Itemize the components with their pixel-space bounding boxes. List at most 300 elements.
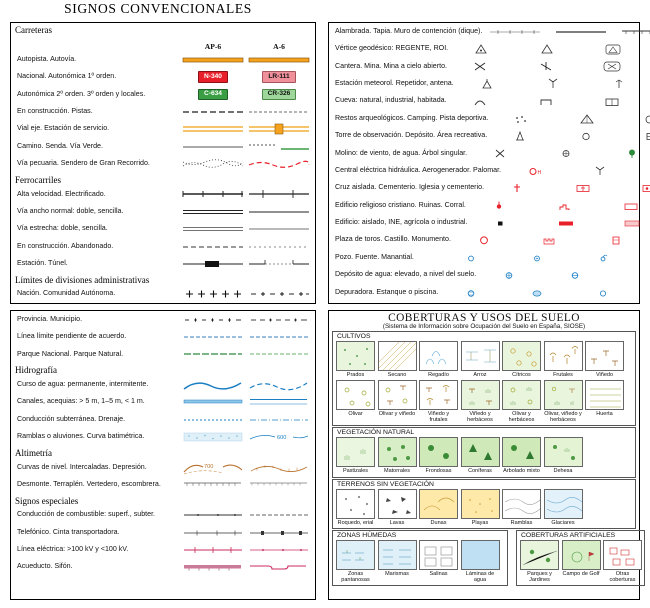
legend-label: En construcción. Pistas. [17, 106, 93, 115]
legend-label: Desmonte. Terraplén. Vertedero, escombrera. [17, 479, 161, 488]
legend-label: Estación meteorol. Repetidor, antena. [335, 78, 454, 87]
column-header-ap6: AP-6 [204, 42, 222, 51]
tile-zonas-pantanosas [336, 540, 375, 583]
tile-dehesa [544, 437, 583, 474]
tile-label: Ramblas [510, 519, 533, 526]
legend-label: Vial eje. Estación de servicio. [17, 124, 110, 133]
tile-swatch [461, 489, 500, 519]
symbol-fuel-surface [180, 510, 246, 520]
symbol-nation-boundary [180, 288, 246, 300]
legend-label: Depósito de agua: elevado, a nivel del suelo. [335, 270, 477, 279]
symbol-rail-abandoned [246, 242, 312, 252]
tile-label: Arbolado mixto [503, 468, 540, 475]
legend-row-cueva [329, 93, 639, 110]
legend-row-canales [11, 394, 315, 411]
tile-regadio [419, 341, 458, 378]
symbol-repeater [520, 78, 586, 90]
tile-lavas [378, 489, 417, 526]
tile-matorrales [378, 437, 417, 474]
legend-row-combustible [11, 507, 315, 524]
legend-label: Curvas de nivel. Intercaladas. Depresión. [17, 462, 147, 471]
legend-label: Línea eléctrica: >100 kV y <100 kV. [17, 545, 129, 554]
coverage-subtitle: (Sistema de Información sobre Ocupación del Suelo en España, SIOSE) [382, 323, 586, 330]
symbol-agricultural-building [599, 217, 650, 229]
legend-row-limite-pendiente [11, 328, 315, 345]
tile-swatch [336, 540, 375, 570]
tile-swatch [419, 341, 458, 371]
symbol-power-line-high [180, 545, 246, 555]
tile-label: Olivar y viñedo [378, 411, 416, 418]
tile-label: Salinas [429, 570, 448, 577]
legend-row-edificio-aislado [329, 214, 639, 231]
legend-row-via-ancha [11, 203, 315, 220]
tile-swatch [378, 540, 417, 570]
legend-row-deposito-agua [329, 266, 639, 283]
legend-row-curso-agua [11, 376, 315, 393]
tile-secano [378, 341, 417, 378]
symbol-contour-lines [180, 459, 246, 475]
symbol-axis-road [180, 123, 246, 135]
symbol-archaeological [488, 113, 554, 125]
legend-row-nacional [11, 68, 315, 85]
legend-row-curvas-nivel [11, 459, 315, 476]
tile-swatch [461, 380, 500, 410]
legend-row-alta-velocidad [11, 186, 315, 203]
bathymetric-label: 600 [277, 435, 287, 442]
legend-row-conduccion-subterranea [11, 411, 315, 428]
section-heading-ferrocarriles: Ferrocarriles [15, 174, 61, 185]
road-column-headers [11, 36, 315, 51]
tile-label: Viñedo y herbáceos [467, 411, 493, 424]
tile-swatch [378, 341, 417, 371]
tile-swatch [544, 380, 583, 410]
symbol-gran-recorrido [246, 158, 312, 170]
tile-swatch [336, 437, 375, 467]
symbol-antenna [586, 78, 650, 90]
legend-label: Alambrada. Tapia. Muro de contención (dique). [335, 26, 483, 35]
legend-row-edificio-religioso [329, 197, 639, 214]
legend-row-central-electrica [329, 162, 639, 179]
block-heading: TERRENOS SIN VEGETACIÓN [337, 480, 434, 488]
legend-label: Cruz aislada. Cementerio. Iglesia y cementerio. [335, 183, 485, 192]
tile-row [333, 341, 635, 380]
tile-label: Dunas [430, 519, 447, 526]
tile-label: Viñedo [595, 372, 614, 378]
tile-row [333, 437, 635, 476]
symbol-rail-under-construction [180, 242, 246, 252]
coverage-block-sin-vegetacion [332, 479, 636, 529]
symbol-hydro-plant [501, 165, 567, 177]
legend-label: Cantera. Mina. Mina a cielo abierto. [335, 61, 447, 70]
tile-label: Campo de Golf [562, 570, 600, 577]
tile-swatch [419, 437, 458, 467]
legend-row-pozo-fuente [329, 249, 639, 266]
legend-row-provincia-municipio [11, 311, 315, 328]
tile-vinedo [585, 341, 624, 378]
legend-row-telefonico [11, 524, 315, 541]
tile-swatch [378, 437, 417, 467]
legend-row-autopista [11, 51, 315, 68]
legend-label: Camino. Senda. Vía Verde. [17, 141, 103, 150]
symbol-dovecote [633, 165, 650, 177]
symbol-quarry [447, 60, 513, 72]
legend-row-molino [329, 145, 639, 162]
section-heading-limites: Límites de divisiones administrativas [15, 274, 150, 285]
legend-row-estacion-tunel [11, 255, 315, 272]
symbol-natural-park [246, 349, 312, 359]
legend-label: Ramblas o aluviones. Curva batimétrica. [17, 432, 145, 441]
tile-swatch [336, 341, 375, 371]
symbol-castle [517, 234, 583, 246]
tile-campo-golf [562, 540, 601, 583]
symbol-wash-alluvial [180, 430, 246, 444]
symbol-wind-turbine [567, 165, 633, 177]
tile-label: Viñedo y frutales [427, 411, 450, 424]
tile-label: Láminas de agua [465, 570, 495, 583]
tile-olivar-vinedo [378, 380, 417, 423]
tile-label: Olivar, viñedo y herbáceos [544, 411, 582, 424]
legend-row-depuradora [329, 284, 639, 301]
tile-swatch [502, 380, 541, 410]
tile-swatch [461, 341, 500, 371]
symbol-roi [514, 43, 580, 55]
symbol-watch-tower [487, 130, 553, 142]
legend-label: En construcción. Abandonado. [17, 241, 114, 250]
tile-swatch [544, 489, 583, 519]
legend-row-construccion-pistas [11, 103, 315, 120]
symbol-singular-tree [599, 147, 650, 159]
block-heading: CULTIVOS [337, 333, 371, 340]
symbol-service-station [246, 123, 312, 135]
section-heading-altimetria: Altimetría [15, 447, 52, 458]
tile-label: Cítricos [512, 372, 531, 378]
tile-label: Frondosas [425, 468, 452, 475]
tile-swatch [562, 540, 601, 570]
symbol-power-line-low [246, 545, 312, 555]
tile-label: Arroz [473, 372, 487, 378]
tile-vinedo-herbaceos [461, 380, 500, 423]
tile-olivar [336, 380, 375, 423]
tile-swatch [520, 540, 559, 570]
symbol-senda-viaverde [246, 142, 312, 152]
symbol-inhabited-cave [579, 95, 645, 107]
symbol-depression [246, 459, 312, 475]
panel-hydro-altimetry-legend [10, 310, 316, 600]
tile-label: Dehesa [553, 468, 573, 475]
tile-label: Regadío [428, 372, 449, 378]
coverage-block-humedas [332, 530, 508, 586]
legend-label: Canales, acequias: > 5 m, 1–5 m, < 1 m. [17, 397, 145, 406]
symbol-station [180, 259, 246, 269]
symbol-ruins [532, 200, 598, 212]
symbol-high-speed-rail [180, 189, 246, 199]
symbol-pond-alt [570, 287, 636, 299]
legend-row-vial-eje [11, 121, 315, 138]
section-heading-hidrografia: Hidrografía [15, 365, 57, 376]
badge-cr326: CR-326 [246, 89, 312, 100]
symbol-regente [448, 43, 514, 55]
tile-huerta [585, 380, 624, 423]
symbol-motorway-a [246, 54, 312, 66]
legend-label: Restos arqueológicos. Camping. Pista deportiva. [335, 113, 489, 122]
symbol-fuel-underground [246, 510, 312, 520]
symbol-electrified-rail [246, 189, 312, 199]
tile-label: Glaciares [551, 519, 575, 526]
symbol-national-park [180, 349, 246, 359]
tile-citricos [502, 341, 541, 378]
symbol-canal-narrow [246, 396, 312, 408]
tile-swatch [419, 380, 458, 410]
legend-label: Depuradora. Estanque o piscina. [335, 287, 439, 296]
tile-dunas [419, 489, 458, 526]
legend-label: Autopista. Autovía. [17, 54, 77, 63]
symbol-pond-pool [504, 287, 570, 299]
legend-row-camino-senda [11, 138, 315, 155]
legend-label: Nación. Comunidad Autónoma. [17, 289, 116, 298]
tile-row [517, 540, 644, 585]
legend-label: Plaza de toros. Castillo. Monumento. [335, 235, 451, 244]
page-title: SIGNOS CONVENCIONALES [64, 1, 252, 16]
symbol-motorway-ap [180, 54, 246, 66]
tile-swatch [378, 489, 417, 519]
tile-swatch [419, 489, 458, 519]
symbol-tunnel [246, 259, 312, 269]
section-heading-signos-especiales: Signos especiales [15, 495, 79, 506]
symbol-double-broad-gauge [180, 207, 246, 217]
block-heading: COBERTURAS ARTIFICIALES [521, 531, 616, 539]
tile-label: Pastizales [342, 468, 369, 475]
contour-label: 700 [204, 464, 214, 471]
legend-label: Conducción subterránea. Drenaje. [17, 414, 126, 423]
symbol-aqueduct [180, 561, 246, 573]
tile-label: Olivar y herbáceos [508, 411, 535, 424]
symbol-industrial-cave [513, 95, 579, 107]
coverage-block-vegetacion [332, 427, 636, 477]
symbol-vertex-box [580, 43, 646, 55]
symbol-cemetery [550, 182, 616, 194]
panel-point-symbols [328, 22, 640, 304]
tile-label: Parques y Jardines [527, 570, 552, 583]
symbol-windmill [467, 147, 533, 159]
block-heading: VEGETACIÓN NATURAL [337, 429, 415, 437]
symbol-fountain [504, 252, 570, 264]
symbol-corral [598, 200, 650, 212]
symbol-cutting [180, 479, 246, 491]
symbol-intermittent-stream [246, 378, 312, 392]
tile-swatch [502, 437, 541, 467]
symbol-retaining-wall [614, 27, 650, 37]
tile-label: Lavas [389, 519, 405, 526]
symbol-double-narrow-gauge [180, 224, 246, 234]
badge-c634: C-634 [180, 89, 246, 100]
tile-row [333, 540, 507, 585]
symbol-canal-wide [180, 396, 246, 408]
symbol-natural-cave [447, 95, 513, 107]
tile-label: Huerta [596, 411, 613, 418]
legend-row-parque-nacional [11, 346, 315, 363]
symbol-camino [180, 142, 246, 152]
symbol-fence [482, 27, 548, 37]
symbol-ground-water-tank [542, 269, 608, 281]
symbol-single-broad-gauge [246, 207, 312, 217]
tile-marismas [378, 540, 417, 583]
tile-swatch [585, 341, 624, 371]
legend-label: Edificio religioso cristiano. Ruinas. Corral. [335, 200, 466, 209]
legend-label: Vía pecuaria. Sendero de Gran Recorrido. [17, 159, 150, 168]
legend-label: Estación. Túnel. [17, 259, 68, 268]
tile-label: Otras coberturas [609, 570, 636, 583]
tile-label: Olivar [348, 411, 363, 418]
coverage-block-artificiales [516, 530, 645, 586]
legend-row-estacion-meteo [329, 75, 639, 92]
tile-swatch [336, 489, 375, 519]
legend-row-restos-camping [329, 110, 639, 127]
legend-label: Autonómica 2º orden. 3º orden y locales. [17, 89, 146, 98]
symbol-watermill [533, 147, 599, 159]
symbol-via-pecuaria [180, 158, 246, 170]
legend-label: Línea límite pendiente de acuerdo. [17, 332, 127, 341]
badge-n340: N-340 [180, 71, 246, 82]
tile-coniferas [461, 437, 500, 474]
badge-lr111: LR-111 [246, 71, 312, 82]
tile-arroz [461, 341, 500, 378]
legend-row-desmonte-terraplen [11, 476, 315, 493]
symbol-isolated-cross [484, 182, 550, 194]
symbol-siphon [246, 561, 312, 573]
tile-swatch [544, 341, 583, 371]
block-heading: ZONAS HÚMEDAS [337, 531, 397, 539]
tile-label: Zonas pantanosas [341, 570, 370, 583]
column-header-a6: A-6 [273, 42, 285, 51]
symbol-under-construction [180, 107, 246, 117]
section-heading-carreteras: Carreteras [15, 25, 52, 35]
legend-label: Provincia. Municipio. [17, 314, 83, 323]
tile-ramblas [502, 489, 541, 526]
tile-swatch [585, 380, 624, 410]
symbol-open-pit-mine [579, 60, 645, 72]
symbol-ine-building [533, 217, 599, 229]
symbol-embankment-landfill [246, 479, 312, 491]
symbol-elevated-water-tank [476, 269, 542, 281]
tile-pastizales [336, 437, 375, 474]
legend-row-plaza-toros [329, 232, 639, 249]
symbol-conveyor-belt [246, 528, 312, 538]
legend-row-acueducto-sifon [11, 559, 315, 576]
symbol-water-tank-alt [608, 269, 650, 281]
tile-otras-coberturas [603, 540, 642, 583]
tile-label: Matorrales [384, 468, 410, 475]
symbol-single-narrow-gauge [246, 224, 312, 234]
tile-glaciares [544, 489, 583, 526]
legend-label: Alta velocidad. Electrificado. [17, 189, 106, 198]
panel-land-cover [328, 310, 640, 600]
tile-playas [461, 489, 500, 526]
symbol-christian-building [466, 200, 532, 212]
legend-row-autonomica [11, 86, 315, 103]
symbol-deposit [553, 130, 619, 142]
tile-prados [336, 341, 375, 378]
tile-olivar-vinedo-herbaceos [544, 380, 583, 423]
tile-vinedo-frutales [419, 380, 458, 423]
legend-label: Vértice geodésico: REGENTE, ROI. [335, 44, 449, 53]
panel-lines-legend [10, 22, 316, 304]
symbol-bathymetric-curve [246, 430, 312, 444]
tile-label: Frutales [553, 372, 573, 378]
symbol-spring [570, 252, 636, 264]
symbol-treatment-plant [438, 287, 504, 299]
legend-row-ramblas [11, 428, 315, 445]
symbol-isolated-building [467, 217, 533, 229]
legend-label: Parque Nacional. Parque Natural. [17, 349, 124, 358]
legend-row-linea-electrica [11, 541, 315, 558]
legend-row-nacion-ccaa [11, 286, 315, 303]
symbol-pending-boundary-1 [180, 332, 246, 342]
coverage-block-cultivos [332, 331, 636, 426]
tile-label: Roquedo, erial [337, 519, 374, 526]
tile-frondosas [419, 437, 458, 474]
symbol-telephone-line [180, 528, 246, 538]
tile-swatch [502, 341, 541, 371]
legend-row-via-estrecha [11, 221, 315, 238]
tile-salinas [419, 540, 458, 583]
coverage-title: COBERTURAS Y USOS DEL SUELO [388, 312, 580, 324]
tile-row [333, 489, 635, 528]
symbol-wall [548, 27, 614, 37]
legend-label: Nacional. Autonómica 1º orden. [17, 72, 117, 81]
legend-row-vertice-geodesico [329, 40, 639, 57]
tile-frutales [544, 341, 583, 378]
symbol-recreation-area [619, 130, 650, 142]
legend-label: Molino: de viento, de agua. Árbol singular. [335, 148, 468, 157]
symbol-underground-conduit [180, 415, 246, 425]
legend-label: Torre de observación. Depósito. Área recreativa. [335, 131, 488, 140]
symbol-camping [554, 113, 620, 125]
tile-swatch [461, 540, 500, 570]
tile-label: Prados [346, 372, 365, 378]
symbol-church-cemetery [616, 182, 650, 194]
legend-label: Conducción de combustible: superf., subter. [17, 510, 156, 519]
legend-label: Cueva: natural, industrial, habitada. [335, 96, 447, 105]
legend-row-torre-deposito [329, 127, 639, 144]
legend-label: Curso de agua: permanente, intermitente. [17, 379, 149, 388]
tile-swatch [461, 437, 500, 467]
symbol-province-boundary [180, 314, 246, 326]
tile-parques-jardines [520, 540, 559, 583]
tile-label: Coníferas [468, 468, 492, 475]
tile-swatch [378, 380, 417, 410]
symbol-mine [513, 60, 579, 72]
tile-label: Marismas [385, 570, 409, 577]
tile-swatch [502, 489, 541, 519]
tile-swatch [603, 540, 642, 570]
symbol-sports-track [620, 113, 650, 125]
legend-row-cantera-mina [329, 58, 639, 75]
tile-swatch [419, 540, 458, 570]
tile-swatch [336, 380, 375, 410]
legend-label: Acueducto. Sifón. [17, 562, 73, 571]
legend-label: Edificio: aislado, INE, agrícola o industrial. [335, 218, 468, 227]
legend-label: Telefónico. Cinta transportadora. [17, 527, 120, 536]
tile-row [333, 380, 635, 425]
tile-label: Secano [387, 372, 407, 378]
symbol-drainage [246, 415, 312, 425]
tile-swatch [544, 437, 583, 467]
symbol-municipality-boundary [246, 314, 312, 326]
symbol-track [246, 107, 312, 117]
symbol-bullring [451, 234, 517, 246]
legend-row-alambrada [329, 23, 639, 40]
tile-label: Playas [471, 519, 489, 526]
